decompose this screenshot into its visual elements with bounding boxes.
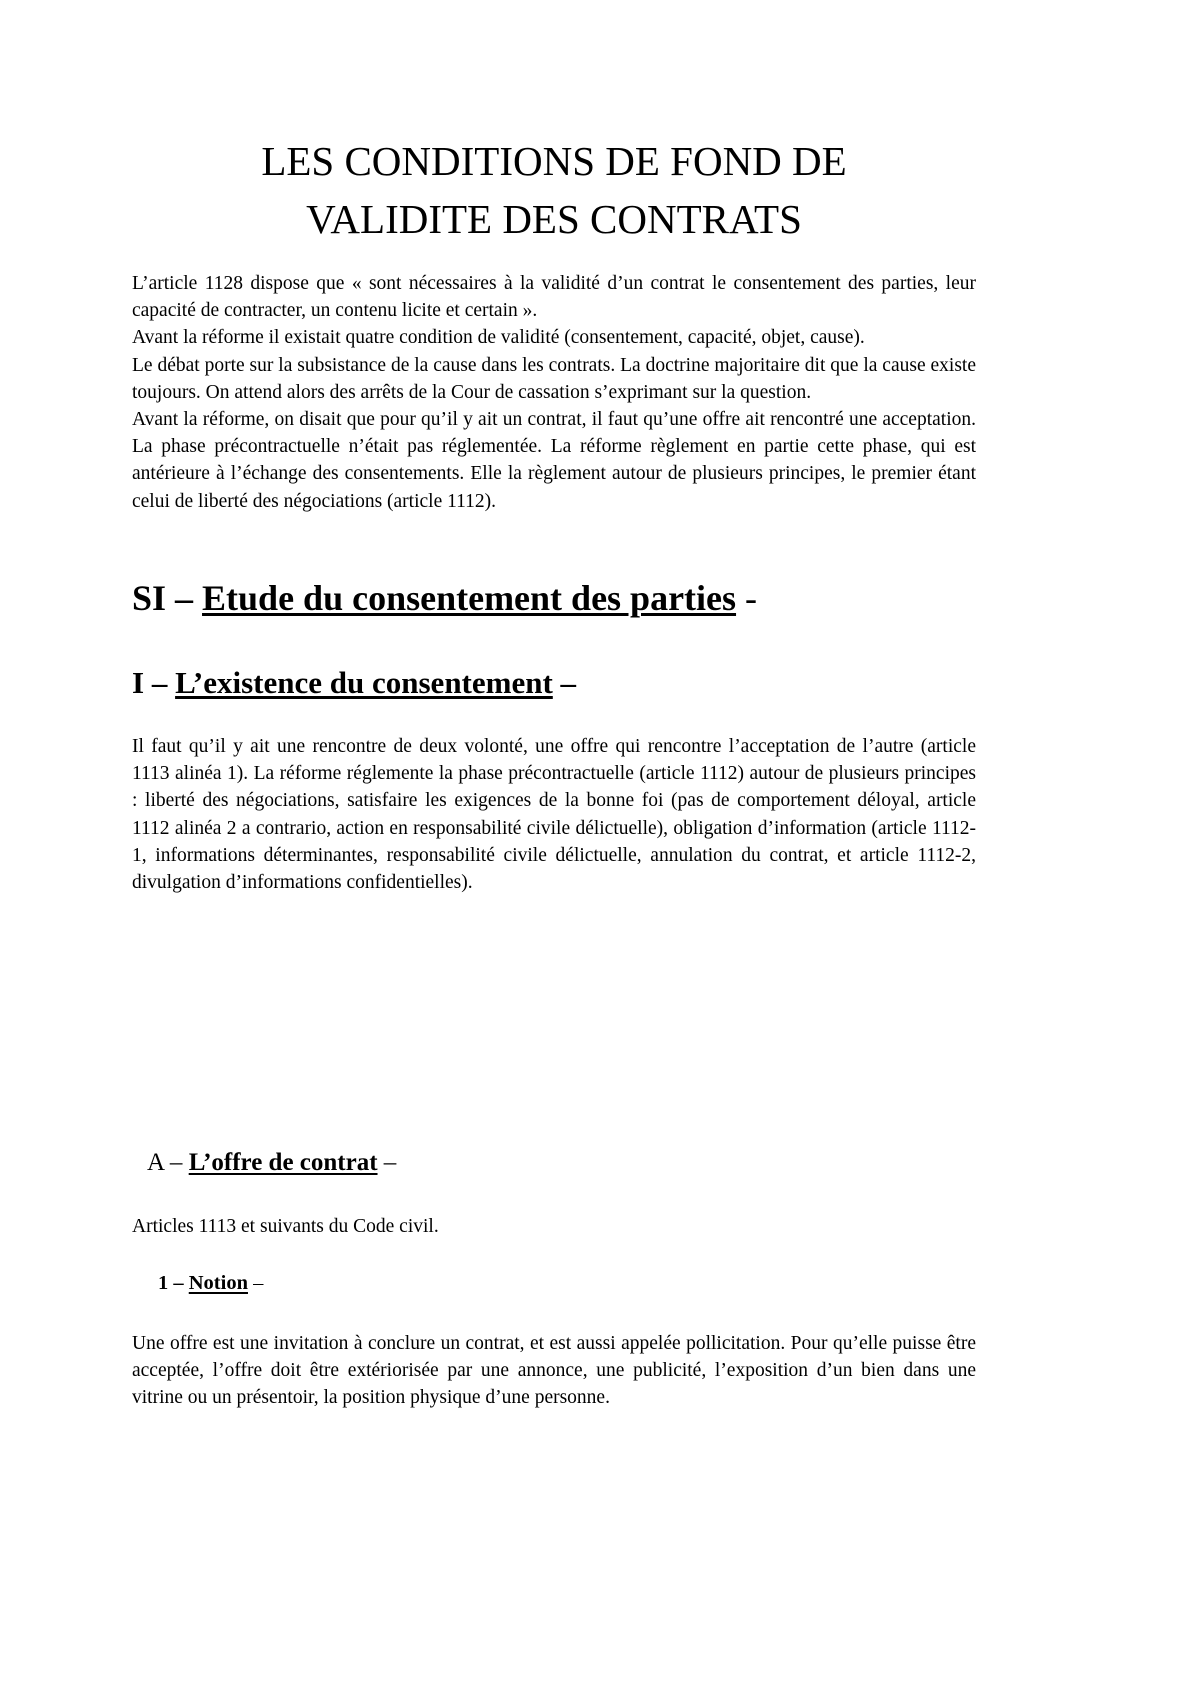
document-title [132, 132, 976, 248]
heading-si-suffix: - [736, 578, 758, 618]
section-a-paragraph: Articles 1113 et suivants du Code civil. [132, 1216, 439, 1237]
heading-i-label: L’existence du consentement [175, 665, 553, 700]
section-1-paragraph: Une offre est une invitation à conclure un contrat, et est aussi appelée pollicitation. Pour qu’elle puisse être acceptée, l’offre doit être extériorisée par une annonce, une publicité, l’exposition d’un bien dans une vitrine ou un présentoir, la position physique d’une personne. [132, 1333, 976, 1409]
heading-i-prefix: I – [132, 665, 176, 700]
heading-a-suffix: – [377, 1149, 397, 1176]
heading-1-prefix: 1 – [158, 1272, 189, 1294]
section-i-body [132, 733, 976, 896]
heading-1-suffix: – [247, 1272, 264, 1294]
intro-paragraph-1: L’article 1128 dispose que « sont nécessaires à la validité d’un contrat le consentement des parties, leur capacité de contracter, un contenu licite et certain ». [132, 273, 976, 322]
intro-text [132, 270, 976, 515]
heading-si [132, 574, 757, 622]
heading-1 [158, 1268, 263, 1298]
heading-a-label: L’offre de contrat [188, 1149, 378, 1176]
heading-1-label: Notion [188, 1272, 248, 1294]
heading-si-prefix: SI – [132, 578, 203, 618]
section-1-body [132, 1330, 976, 1412]
section-i-paragraph: Il faut qu’il y ait une rencontre de deux volonté, une offre qui rencontre l’acceptation de l’autre (article 1113 alinéa 1). La réforme réglemente la phase précontractuelle (article 1112) autour de plusieurs principes : liberté des négociations, satisfaire les exigences de la bonne foi (pas de comportement déloyal, article 1112 alinéa 2 a contrario, action en responsabilité civile délictuelle), obligation d’information (article 1112-1, informations déterminantes, responsabilité civile délictuelle, annulation du contrat, et article 1112-2, divulgation d’informations confidentielles). [132, 736, 976, 894]
intro-paragraph-2: Avant la réforme il existait quatre condition de validité (consentement, capacité, objet, cause). [132, 327, 865, 349]
intro-paragraph-4: Avant la réforme, on disait que pour qu’il y ait un contrat, il faut qu’une offre ait rencontré une acceptation. La phase précontractuelle n’était pas réglementée. La réforme règlement en partie cette phase, qui est antérieure à l’échange des consentements. Elle la règlement autour de plusieurs principes, le premier étant celui de liberté des négociations (article 1112). [132, 409, 976, 512]
section-a-body [132, 1213, 976, 1240]
heading-i [132, 662, 576, 704]
heading-a-prefix: A – [147, 1149, 189, 1176]
title-line-2: VALIDITE DES CONTRATS [306, 196, 802, 242]
title-line-1: LES CONDITIONS DE FOND DE [261, 138, 847, 184]
heading-a [147, 1146, 396, 1180]
intro-paragraph-3: Le débat porte sur la subsistance de la cause dans les contrats. La doctrine majoritaire dit que la cause existe toujours. On attend alors des arrêts de la Cour de cassation s’exprimant sur la question. [132, 354, 976, 403]
heading-si-label: Etude du consentement des parties [202, 578, 737, 618]
heading-i-suffix: – [552, 665, 577, 700]
